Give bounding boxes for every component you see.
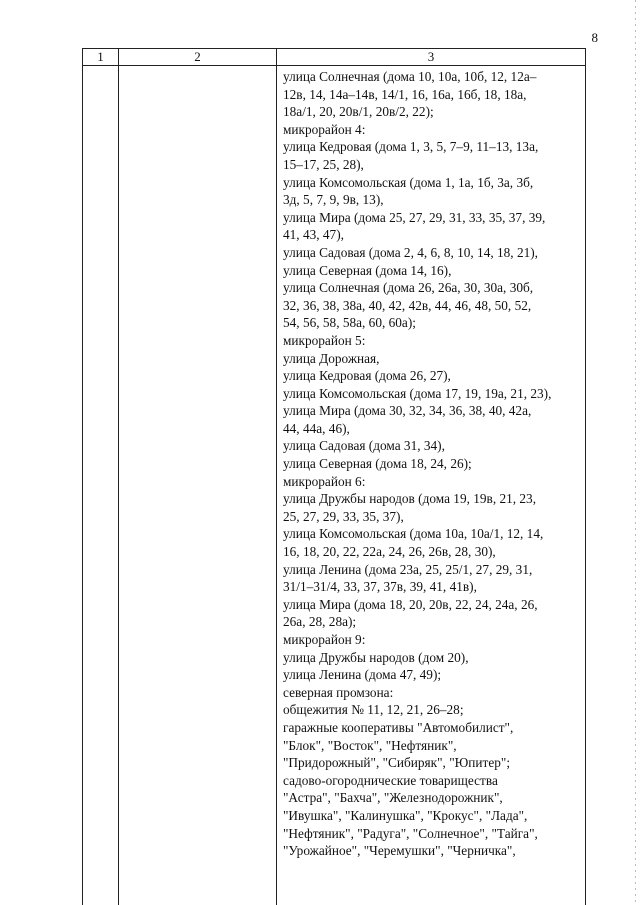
- document-table: [82, 48, 586, 905]
- text-line: 18а/1, 20, 20в/1, 20в/2, 22);: [283, 104, 434, 120]
- text-line: микрорайон 4:: [283, 121, 366, 137]
- table-header-row: [83, 49, 585, 66]
- text-line: "Ивушка", "Калинушка", "Крокус", "Лада",: [283, 807, 528, 823]
- text-line: улица Северная (дома 18, 24, 26);: [283, 456, 472, 472]
- text-line: 25, 27, 29, 33, 35, 37),: [283, 508, 404, 524]
- text-line: гаражные кооперативы "Автомобилист",: [283, 719, 514, 735]
- text-line: 12в, 14, 14а–14в, 14/1, 16, 16а, 16б, 18, 18а,: [283, 86, 527, 102]
- text-line: 26а, 28, 28а);: [283, 614, 357, 630]
- text-line: улица Дорожная,: [283, 350, 380, 366]
- scan-edge-mark: [635, 0, 636, 905]
- text-line: улица Дружбы народов (дома 19, 19в, 21, 23,: [283, 491, 537, 507]
- text-line: "Придорожный", "Сибиряк", "Юпитер";: [283, 755, 511, 771]
- body-col-1: [83, 66, 119, 905]
- text-line: микрорайон 9:: [283, 632, 366, 647]
- text-line: улица Солнечная (дома 10, 10а, 10б, 12, 12а–: [283, 69, 537, 84]
- text-line: улица Комсомольская (дома 1, 1а, 1б, 3а, 3б,: [283, 174, 534, 190]
- text-line: улица Комсомольская (дома 10а, 10а/1, 12, 14,: [283, 526, 544, 542]
- header-col-2: 2: [119, 49, 277, 65]
- body-col-3: [277, 66, 585, 905]
- text-line: "Нефтяник", "Радуга", "Солнечное", "Тайга",: [283, 825, 538, 841]
- text-line: 16, 18, 20, 22, 22а, 24, 26, 26в, 28, 30),: [283, 544, 496, 560]
- text-line: микрорайон 5:: [283, 332, 366, 348]
- text-line: улица Кедровая (дома 26, 27),: [283, 368, 451, 384]
- text-line: микрорайон 6:: [283, 473, 366, 489]
- table-body-row: [83, 66, 585, 905]
- text-line: улица Мира (дома 25, 27, 29, 31, 33, 35, 37, 39,: [283, 209, 546, 225]
- text-line: 31/1–31/4, 33, 37, 37в, 39, 41, 41в),: [283, 579, 477, 595]
- text-line: улица Садовая (дома 31, 34),: [283, 438, 445, 454]
- text-line: улица Дружбы народов (дом 20),: [283, 649, 469, 665]
- text-line: 41, 43, 47),: [283, 227, 344, 243]
- text-line: 44, 44а, 46),: [283, 420, 350, 436]
- text-line: улица Мира (дома 18, 20, 20в, 22, 24, 24а, 26,: [283, 596, 538, 612]
- text-line: улица Северная (дома 14, 16),: [283, 262, 452, 278]
- body-col-2: [119, 66, 277, 905]
- text-line: "Урожайное", "Черемушки", "Черничка",: [283, 843, 516, 859]
- text-line: улица Солнечная (дома 26, 26а, 30, 30а, 30б,: [283, 280, 534, 296]
- page-number: 8: [591, 30, 598, 45]
- text-line: садово-огороднические товарищества: [283, 772, 498, 788]
- text-line: улица Ленина (дома 47, 49);: [283, 667, 442, 683]
- text-line: улица Комсомольская (дома 17, 19, 19а, 21, 23),: [283, 385, 552, 401]
- text-line: "Астра", "Бахча", "Железнодорожник",: [283, 790, 503, 806]
- text-line: "Блок", "Восток", "Нефтяник",: [283, 737, 457, 753]
- text-line: общежития № 11, 12, 21, 26–28;: [283, 702, 464, 718]
- text-line: 15–17, 25, 28),: [283, 156, 364, 172]
- header-col-3: 3: [427, 49, 435, 64]
- header-col-1: 1: [83, 49, 119, 65]
- text-line: улица Мира (дома 30, 32, 34, 36, 38, 40, 42а,: [283, 403, 532, 419]
- text-line: 54, 56, 58, 58а, 60, 60а);: [283, 315, 416, 331]
- text-line: улица Кедровая (дома 1, 3, 5, 7–9, 11–13, 13а,: [283, 139, 539, 155]
- text-line: улица Садовая (дома 2, 4, 6, 8, 10, 14, 18, 21),: [283, 244, 538, 260]
- text-line: 32, 36, 38, 38а, 40, 42, 42в, 44, 46, 48, 50, 52,: [283, 297, 532, 313]
- text-line: улица Ленина (дома 23а, 25, 25/1, 27, 29, 31,: [283, 561, 533, 577]
- text-line: 3д, 5, 7, 9, 9в, 13),: [283, 192, 384, 208]
- text-line: северная промзона:: [283, 684, 394, 700]
